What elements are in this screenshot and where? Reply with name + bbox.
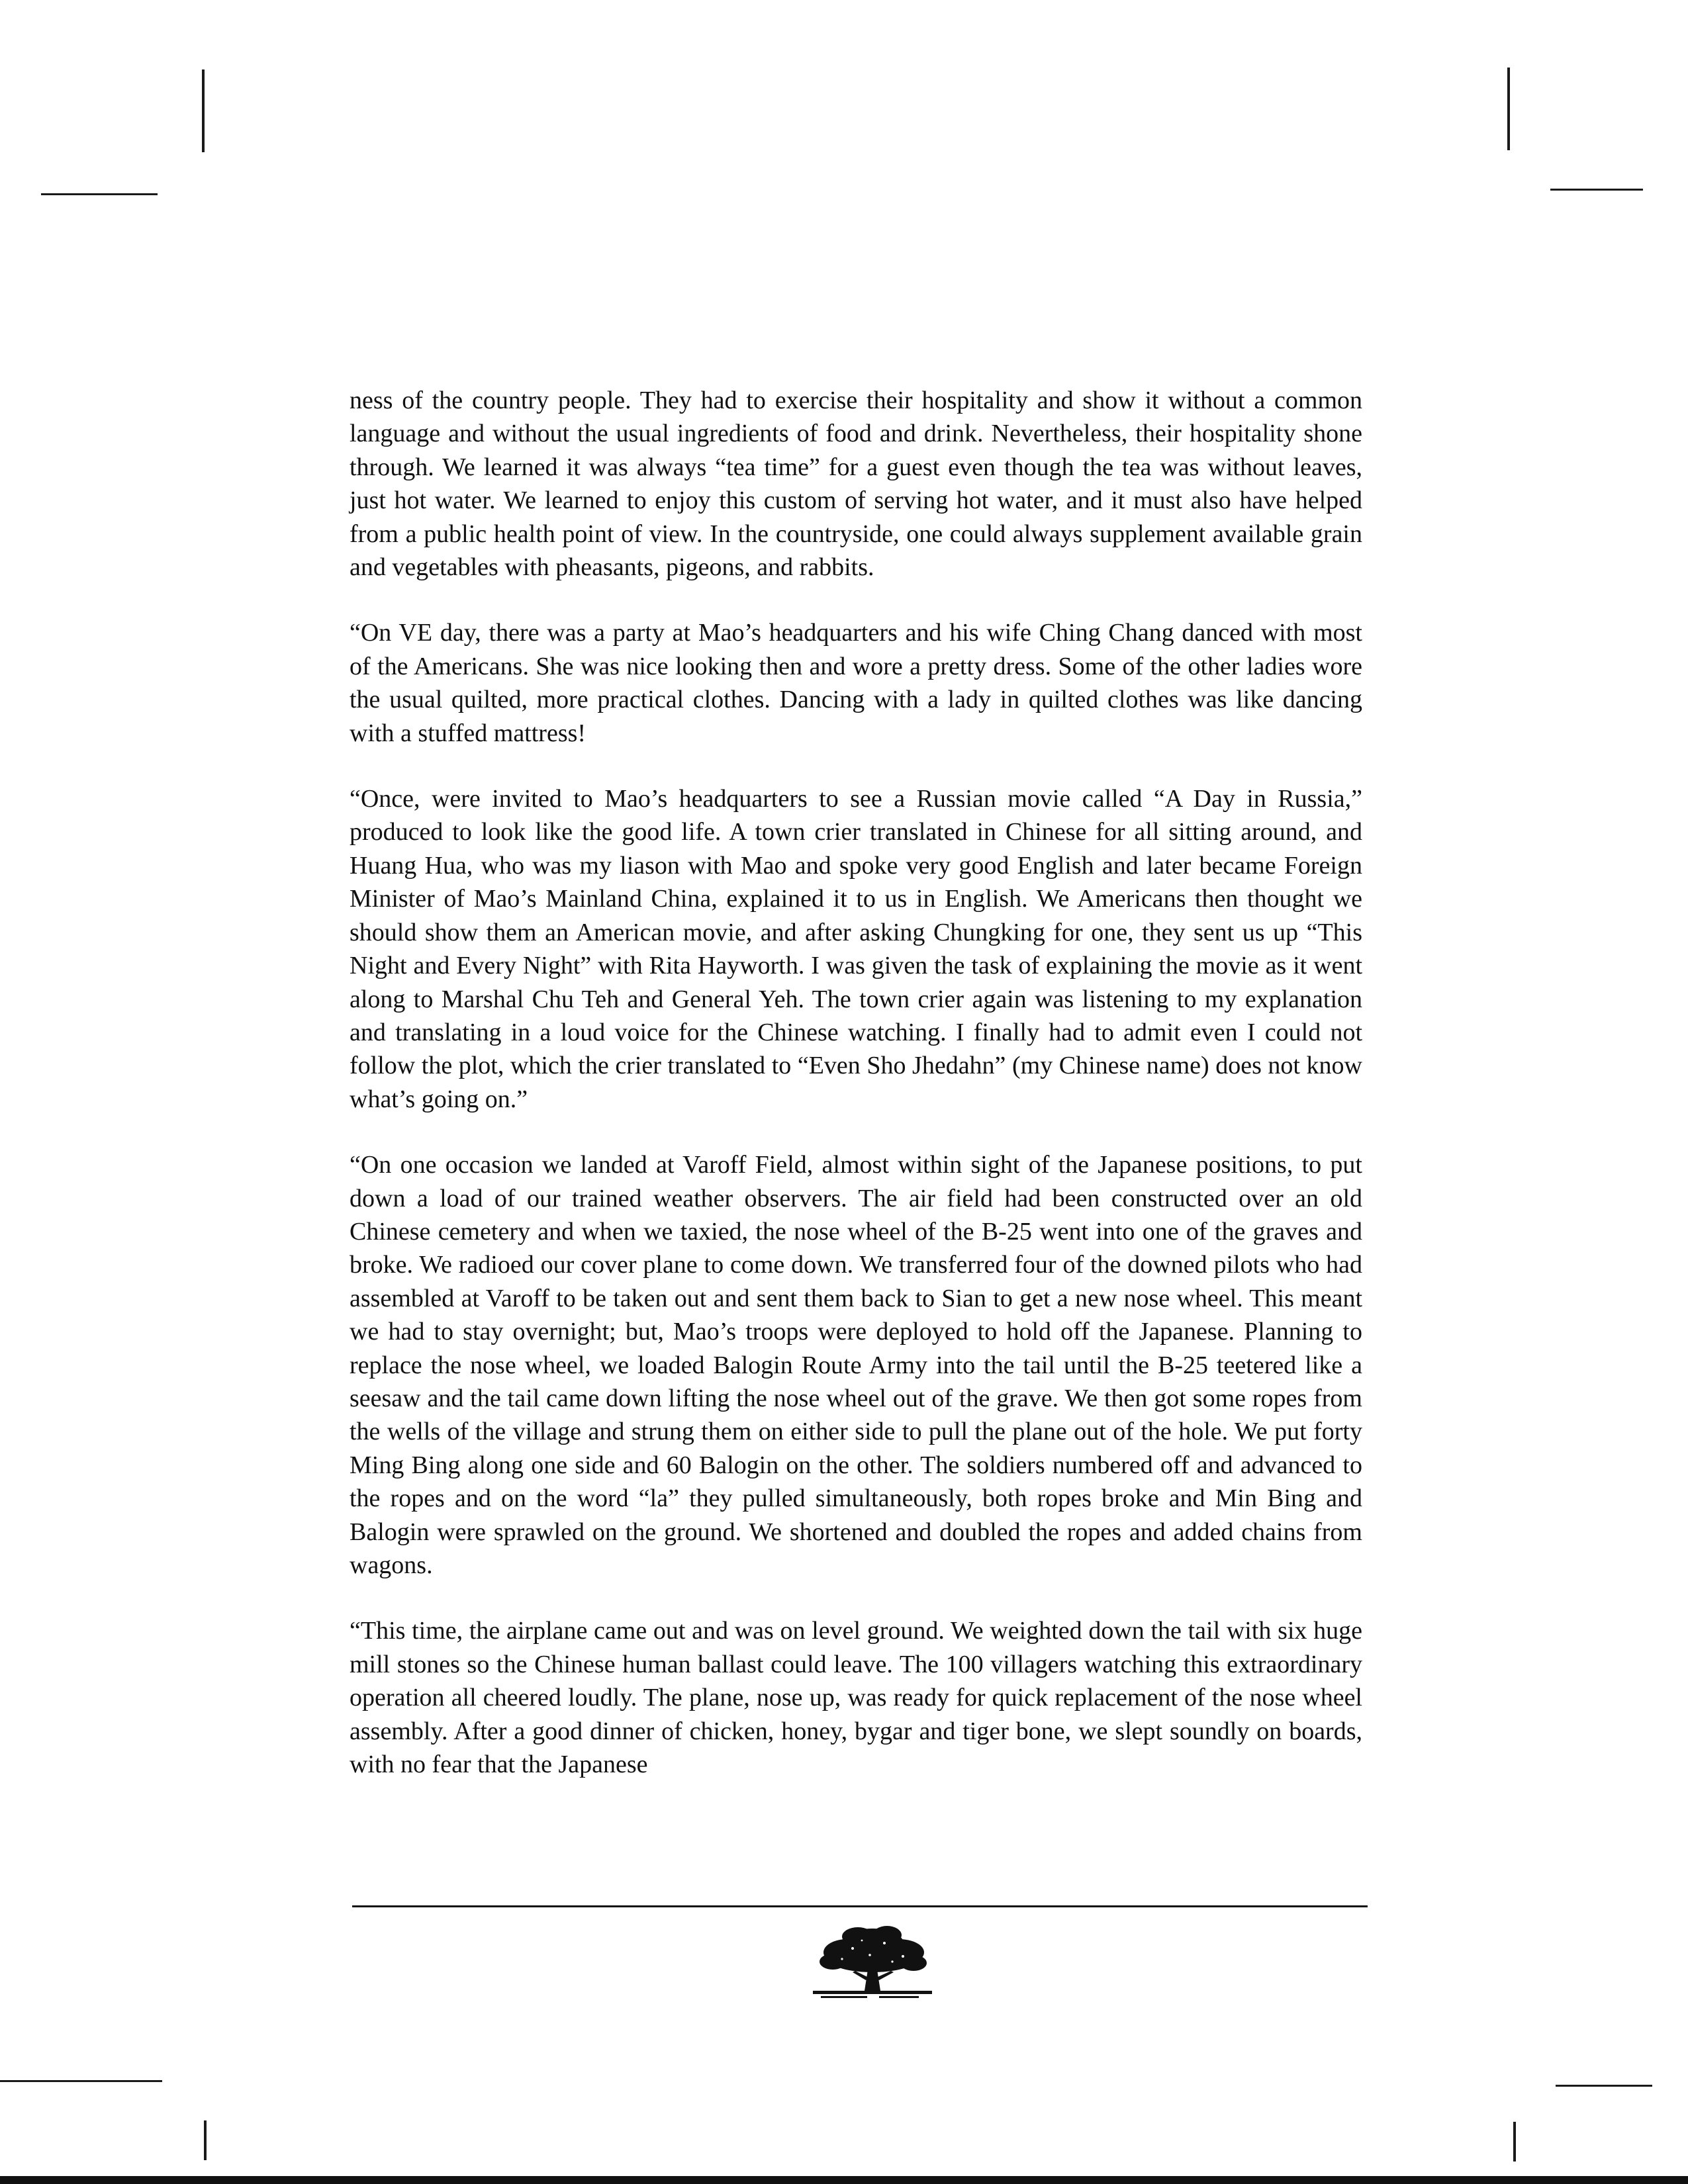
tree-icon	[806, 1917, 939, 2003]
crop-mark-top-right-horizontal	[1550, 189, 1643, 191]
document-body	[350, 384, 1362, 1781]
paragraph-4: “On one occasion we landed at Varoff Field, almost within sight of the Japanese positions, to put down a load of our trained weather observers. The air field had been constructed over an old Chinese cemetery and when we taxied, the nose wheel of the B-25 went into one of the graves and broke. We radioed our cover plane to come down. We transferred four of the downed pilots who had assembled at Varoff to be taken out and sent them back to Sian to get a new nose wheel. This meant we had to stay overnight; but, Mao’s troops were deployed to hold off the Japanese. Planning to replace the nose wheel, we loaded Balogin Route Army into the tail until the B-25 teetered like a seesaw and the tail came down lifting the nose wheel out of the grave. We then got some ropes from the wells of the village and strung them on either side to pull the plane out of the hole. We put forty Ming Bing along one side and 60 Balogin on the other. The soldiers numbered off and advanced to the ropes and on the word “la” they pulled simultaneously, both ropes broke and Min Bing and Balogin were sprawled on the ground. We shortened and doubled the ropes and added chains from wagons.	[350, 1151, 1362, 1579]
paragraph-5: “This time, the airplane came out and was on level ground. We weighted down the tail with six huge mill stones so the Chinese human ballast could leave. The 100 villagers watching this extraordinary operation all cheered loudly. The plane, nose up, was ready for quick replacement of the nose wheel assembly. After a good dinner of chicken, honey, bygar and tiger bone, we slept soundly on boards, with no fear that the Japanese	[350, 1617, 1362, 1779]
crop-mark-top-left-vertical	[202, 69, 205, 152]
footer-divider	[352, 1905, 1368, 1907]
crop-mark-bottom-left-horizontal	[0, 2080, 162, 2082]
paragraph-1: ness of the country people. They had to exercise their hospitality and show it without a common language and without the usual ingredients of food and drink. Nevertheless, their hospitality shone through. We learned it was always “tea time” for a guest even though the tea was without leaves, just hot water. We learned to enjoy this custom of serving hot water, and it must also have helped from a public health point of view. In the countryside, one could always supplement available grain and vegetables with pheasants, pigeons, and rabbits.	[350, 387, 1362, 582]
paragraph-2: “On VE day, there was a party at Mao’s headquarters and his wife Ching Chang danced with most of the Americans. She was nice looking then and wore a pretty dress. Some of the other ladies wore the usual quilted, more practical clothes. Dancing with a lady in quilted clothes was like dancing with a stuffed mattress!	[350, 619, 1362, 747]
crop-mark-top-right-vertical	[1507, 68, 1510, 150]
crop-mark-bottom-left-vertical	[204, 2120, 207, 2160]
scan-bottom-edge	[0, 2176, 1688, 2184]
crop-mark-bottom-right-vertical	[1513, 2122, 1516, 2161]
crop-mark-top-left-horizontal	[41, 193, 158, 195]
crop-mark-bottom-right-horizontal	[1556, 2085, 1652, 2087]
paragraph-3: “Once, were invited to Mao’s headquarters to see a Russian movie called “A Day in Russia,” produced to look like the good life. A town crier translated in Chinese for all sitting around, and Huang Hua, who was my liason with Mao and spoke very good English and later became Foreign Minister of Mao’s Mainland China, explained it to us in English. We Americans then thought we should show them an American movie, and after asking Chungking for one, they sent us up “This Night and Every Night” with Rita Hayworth. I was given the task of explaining the movie as it went along to Marshal Chu Teh and General Yeh. The town crier again was listening to my explanation and translating in a loud voice for the Chinese watching. I finally had to admit even I could not follow the plot, which the crier translated to “Even Sho Jhedahn” (my Chinese name) does not know what’s going on.”	[350, 785, 1362, 1113]
